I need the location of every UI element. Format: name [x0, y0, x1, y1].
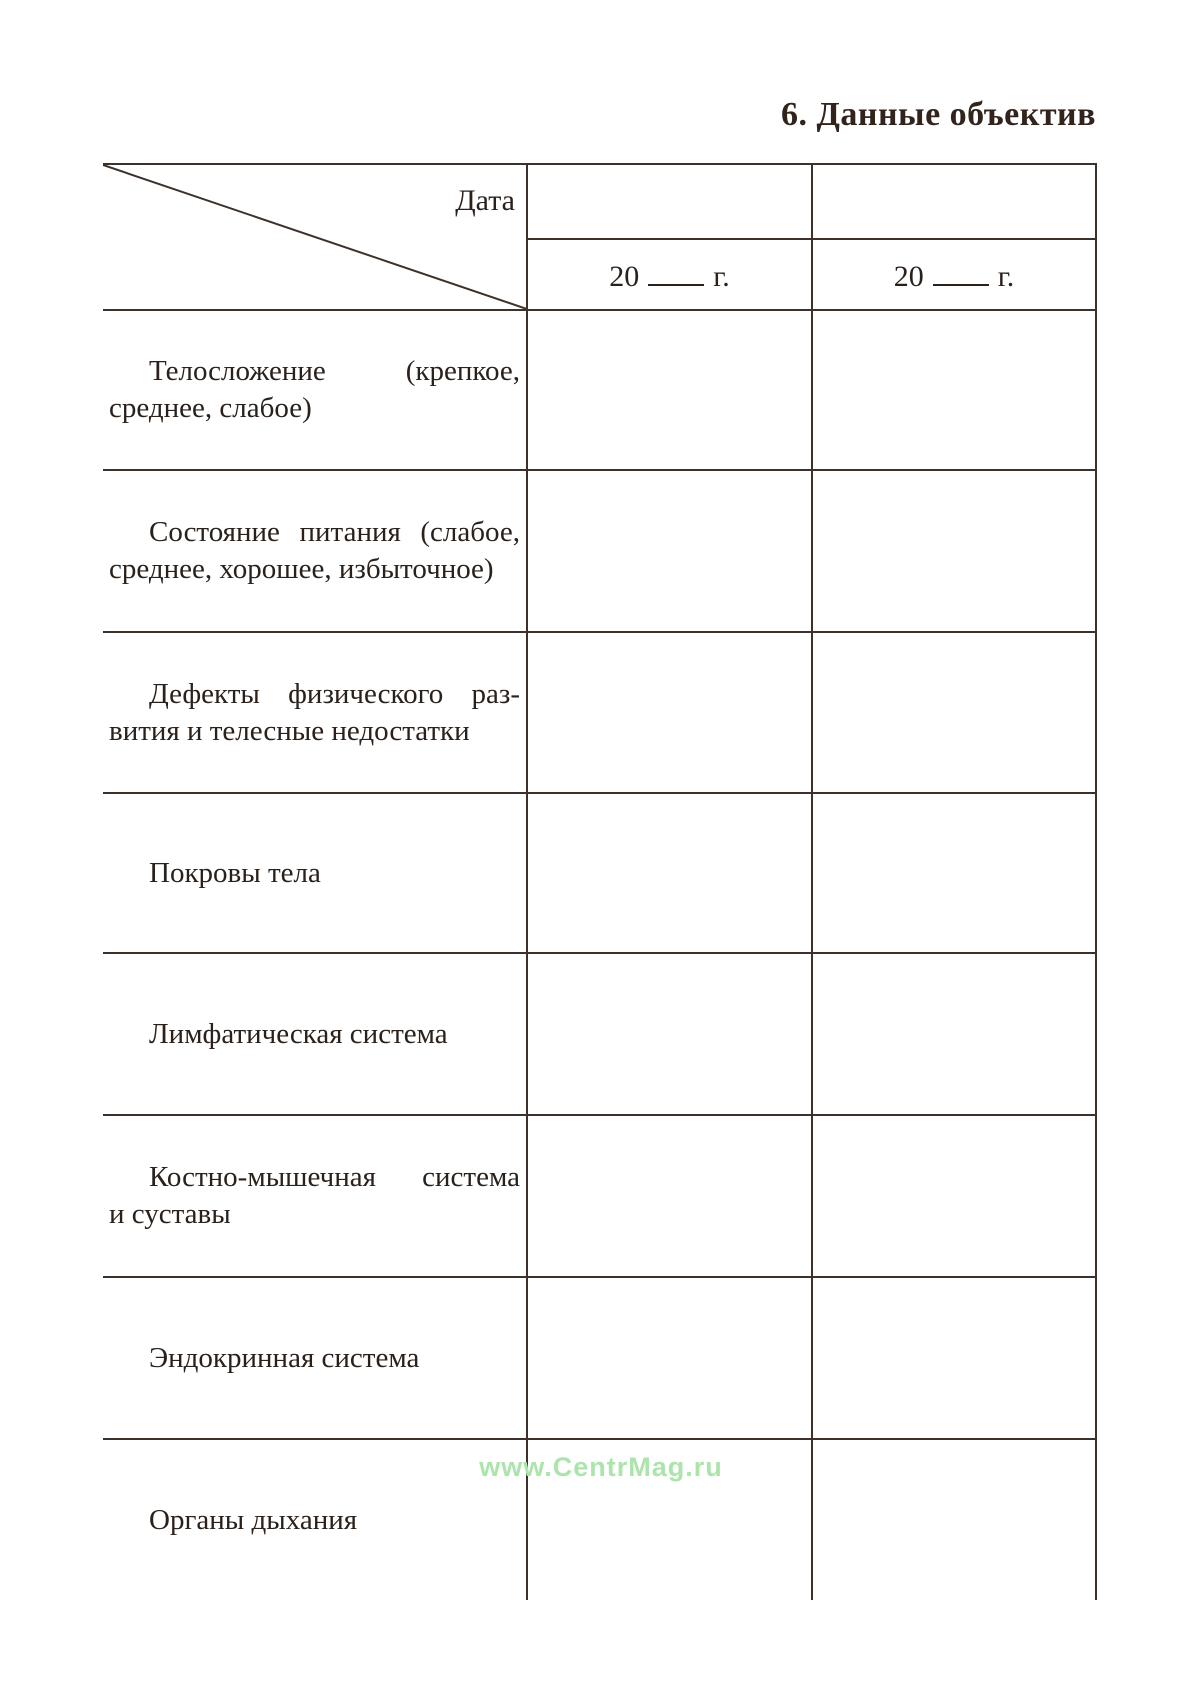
row-label-line: среднее, хорошее, избыточное) — [109, 553, 494, 585]
year-suffix: г. — [713, 260, 730, 293]
row-label-endocrine-system — [103, 1278, 527, 1438]
column-divider-2 — [811, 163, 813, 1600]
row-label-nutrition-status — [103, 471, 527, 631]
row-label-lymphatic-system — [103, 954, 527, 1114]
row-label-musculoskeletal-system — [103, 1116, 527, 1276]
row-label-line: Органы дыхания — [149, 1503, 358, 1536]
row-label-line: Костно-мышечная система — [149, 1161, 520, 1193]
year-cell-2 — [813, 257, 1095, 307]
year-cell-1 — [528, 257, 811, 307]
row-label-line: и суставы — [109, 1198, 231, 1230]
blank-line — [933, 257, 989, 286]
row-label-line: Лимфатическая система — [149, 1017, 448, 1050]
row-label-line: Дефекты физического раз- — [149, 677, 520, 710]
year-suffix: г. — [997, 260, 1015, 293]
row-label-body-coverings — [103, 794, 527, 952]
row-label-physical-defects — [103, 633, 527, 792]
row-label-line: среднее, слабое) — [109, 392, 312, 424]
row-label-body-build — [103, 311, 527, 469]
date-header-label: Дата — [455, 184, 515, 217]
year-prefix: 20 — [893, 260, 924, 293]
row-label-line: Покровы тела — [149, 856, 321, 889]
year-prefix: 20 — [609, 260, 640, 293]
row-label-line: Эндокринная система — [149, 1341, 420, 1374]
table-right-border — [1095, 163, 1097, 1600]
blank-line — [648, 257, 704, 286]
row-label-line: вития и телесные недостатки — [109, 714, 470, 747]
row-label-line: Состояние питания (слабое, — [149, 516, 520, 548]
watermark: www.CentrMag.ru — [479, 1452, 723, 1482]
page-title: 6. Данные объектив — [780, 96, 1096, 133]
row-label-line: Телосложение (крепкое, — [149, 355, 520, 387]
